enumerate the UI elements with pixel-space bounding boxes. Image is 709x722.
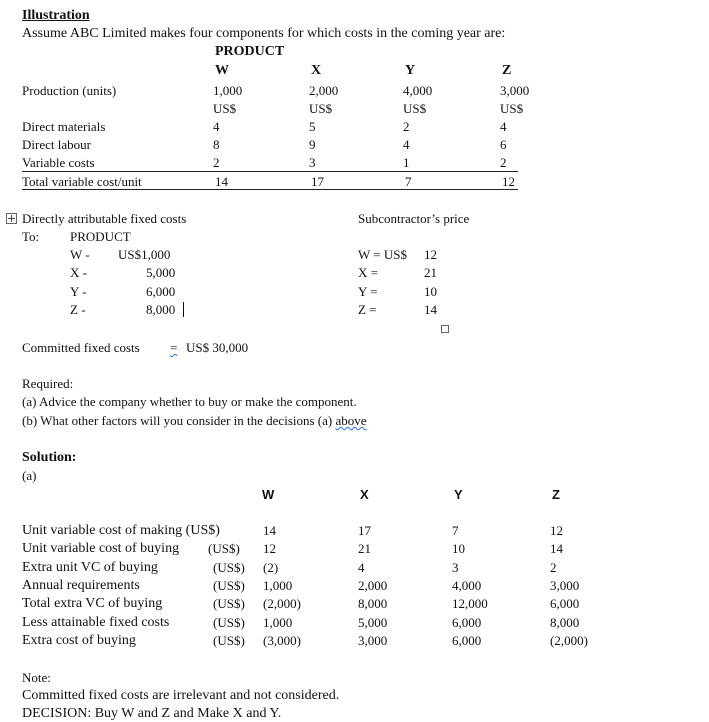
- required-b-tail: above: [335, 413, 367, 428]
- sub-item-label: W = US$: [358, 247, 407, 262]
- cell: 2: [213, 155, 220, 170]
- required-b: [22, 414, 367, 427]
- solution-part: (a): [22, 468, 37, 483]
- sol-cell: 2: [550, 560, 557, 575]
- cell: 6: [500, 137, 507, 152]
- sol-cell: 21: [358, 541, 371, 556]
- sol-cell: 8,000: [550, 615, 580, 630]
- currency-z: US$: [500, 101, 524, 116]
- fixed-item-value: 5,000: [146, 265, 176, 280]
- currency-w: US$: [213, 101, 237, 116]
- production-y: 4,000: [403, 83, 433, 98]
- sol-row-label: Annual requirements: [22, 578, 140, 593]
- sub-item-value: 14: [424, 302, 437, 317]
- required-b-text: (b) What other factors will you consider in the decisions (a): [22, 413, 336, 428]
- sol-row-label: Less attainable fixed costs: [22, 615, 170, 630]
- heading: Illustration: [22, 8, 90, 23]
- committed-eq: =: [170, 340, 178, 355]
- currency-y: US$: [403, 101, 427, 116]
- col-header-z: Z: [502, 63, 512, 78]
- fixed-item-value: US$1,000: [118, 247, 171, 262]
- sol-col-z: Z: [552, 487, 560, 502]
- note-line-1: Committed fixed costs are irrelevant and not considered.: [22, 688, 340, 703]
- sol-cell: 6,000: [452, 615, 482, 630]
- intro-text: Assume ABC Limited makes four components for which costs in the coming year are:: [22, 26, 506, 41]
- sol-cell: 5,000: [358, 615, 388, 630]
- cell: 4: [213, 119, 220, 134]
- required-a: (a) Advice the company whether to buy or make the component.: [22, 394, 357, 409]
- currency-x: US$: [309, 101, 333, 116]
- sol-cell: 14: [263, 523, 276, 538]
- sol-cell: (2,000): [263, 596, 301, 611]
- cell: 2: [403, 119, 410, 134]
- to-label: To:: [22, 229, 40, 244]
- table-divider: [22, 171, 518, 172]
- sol-row-unit: (US$): [208, 541, 240, 556]
- row-label-direct-materials: Direct materials: [22, 119, 106, 134]
- product-header: PRODUCT: [215, 44, 285, 59]
- sol-row-label: Unit variable cost of making (US$): [22, 523, 220, 538]
- col-header-w: W: [215, 63, 229, 78]
- committed-value: US$ 30,000: [186, 340, 249, 355]
- sub-item-value: 10: [424, 284, 437, 299]
- sol-row-unit: (US$): [213, 615, 245, 630]
- sol-row-label: Extra unit VC of buying: [22, 560, 158, 575]
- fixed-item-label: W -: [70, 247, 90, 262]
- sol-row-unit: (US$): [213, 596, 245, 611]
- cell: 12: [502, 174, 515, 189]
- sol-col-w: W: [262, 487, 275, 502]
- cell: 1: [403, 155, 410, 170]
- sol-cell: 14: [550, 541, 563, 556]
- cell: 4: [403, 137, 410, 152]
- sol-cell: (2): [263, 560, 279, 575]
- production-z: 3,000: [500, 83, 530, 98]
- sol-cell: 12: [550, 523, 563, 538]
- sol-cell: 3,000: [550, 578, 580, 593]
- sol-cell: 4,000: [452, 578, 482, 593]
- sol-col-y: Y: [454, 487, 463, 502]
- row-label-direct-labour: Direct labour: [22, 137, 91, 152]
- sub-item-label: Z =: [358, 302, 377, 317]
- sol-cell: 1,000: [263, 615, 293, 630]
- sol-cell: 12,000: [452, 596, 488, 611]
- sol-cell: 2,000: [358, 578, 388, 593]
- fixed-item-value: 6,000: [146, 284, 176, 299]
- sol-cell: 3: [452, 560, 459, 575]
- fixed-item-label: Y -: [70, 284, 87, 299]
- cell: 5: [309, 119, 316, 134]
- sol-row-label: Total extra VC of buying: [22, 596, 163, 611]
- note-title: Note:: [22, 670, 51, 685]
- sol-row-unit: (US$): [213, 578, 245, 593]
- required-title: Required:: [22, 376, 74, 391]
- cell: 14: [215, 174, 228, 189]
- row-label-variable-costs: Variable costs: [22, 155, 95, 170]
- sol-cell: 12: [263, 541, 276, 556]
- sub-item-label: Y =: [358, 284, 378, 299]
- sol-cell: 6,000: [550, 596, 580, 611]
- production-x: 2,000: [309, 83, 339, 98]
- solution-title: Solution:: [22, 450, 77, 465]
- sol-row-unit: (US$): [213, 560, 245, 575]
- sol-cell: (3,000): [263, 633, 301, 648]
- row-label-total-variable-cost: Total variable cost/unit: [22, 174, 142, 189]
- sol-row-unit: (US$): [213, 633, 245, 648]
- sol-cell: (2,000): [550, 633, 588, 648]
- cell: 17: [311, 174, 324, 189]
- sol-cell: 17: [358, 523, 371, 538]
- sol-cell: 10: [452, 541, 465, 556]
- fixed-item-label: Z -: [70, 302, 86, 317]
- sub-item-value: 21: [424, 265, 437, 280]
- sub-item-label: X =: [358, 265, 378, 280]
- sol-row-label: Extra cost of buying: [22, 633, 136, 648]
- cell: 2: [500, 155, 507, 170]
- sol-cell: 1,000: [263, 578, 293, 593]
- production-label: Production (units): [22, 83, 117, 98]
- decision-line: DECISION: Buy W and Z and Make X and Y.: [22, 706, 282, 721]
- sol-row-label: Unit variable cost of buying: [22, 541, 180, 556]
- sol-cell: 8,000: [358, 596, 388, 611]
- sub-item-value: 12: [424, 247, 437, 262]
- cell: 8: [213, 137, 220, 152]
- cell: 3: [309, 155, 316, 170]
- move-handle-icon[interactable]: [6, 213, 17, 224]
- production-w: 1,000: [213, 83, 243, 98]
- committed-label: Committed fixed costs: [22, 340, 140, 355]
- sol-cell: 4: [358, 560, 365, 575]
- text-cursor: [183, 302, 184, 317]
- sol-cell: 6,000: [452, 633, 482, 648]
- col-header-x: X: [311, 63, 322, 78]
- sol-col-x: X: [360, 487, 369, 502]
- sol-cell: 7: [452, 523, 459, 538]
- table-bottom-rule: [22, 189, 518, 190]
- fixed-costs-title: Directly attributable fixed costs: [22, 211, 187, 226]
- fixed-product-label: PRODUCT: [70, 229, 131, 244]
- col-header-y: Y: [405, 63, 416, 78]
- sol-cell: 3,000: [358, 633, 388, 648]
- subcontractor-title: Subcontractor’s price: [358, 211, 470, 226]
- cell: 9: [309, 137, 316, 152]
- resize-handle-icon[interactable]: [441, 325, 449, 333]
- cell: 7: [405, 174, 412, 189]
- fixed-item-label: X -: [70, 265, 87, 280]
- fixed-item-value: 8,000: [146, 302, 176, 317]
- cell: 4: [500, 119, 507, 134]
